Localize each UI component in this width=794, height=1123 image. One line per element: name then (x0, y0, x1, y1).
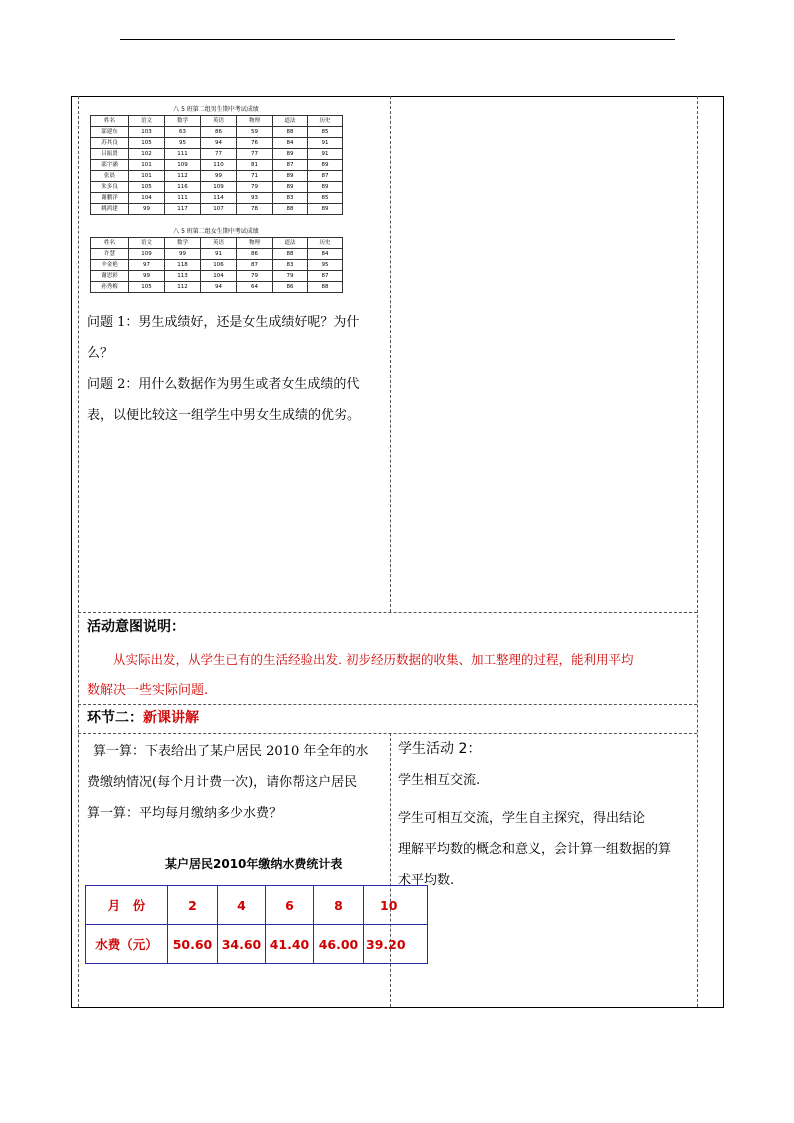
fee-cell: 34.60 (218, 925, 266, 964)
fee-cell: 46.00 (314, 925, 364, 964)
table-cell: 111 (165, 149, 201, 160)
fee-cell: 50.60 (168, 925, 218, 964)
table-cell: 85 (308, 127, 343, 138)
calc-line-1: 算一算：下表给出了某户居民 2010 年全年的水 (93, 744, 369, 759)
table-cell: 邵宇涵 (91, 160, 129, 171)
table-cell: 95 (165, 138, 201, 149)
table-cell: 105 (129, 182, 165, 193)
table-cell: 张晨 (91, 171, 129, 182)
question-2-line-2: 表，以便比较这一组学生中男女生成绩的优劣。 (87, 408, 361, 423)
fee-cell: 41.40 (266, 925, 314, 964)
table-cell: 吕振贤 (91, 149, 129, 160)
water-table-title: 某户居民2010年缴纳水费统计表 (165, 857, 343, 871)
table-cell: 109 (165, 160, 201, 171)
table-cell: 79 (273, 271, 308, 282)
header-cell: 历史 (308, 238, 343, 249)
table-header-row (91, 116, 343, 127)
table-cell: 102 (129, 149, 165, 160)
table-cell: 112 (165, 282, 201, 293)
table-cell: 99 (201, 171, 237, 182)
question-1-line-2: 么？ (87, 346, 114, 361)
water-fee-table (85, 885, 428, 964)
table-cell: 84 (273, 138, 308, 149)
header-cell: 语文 (129, 238, 165, 249)
table-cell: 109 (129, 249, 165, 260)
header-cell: 姓名 (91, 238, 129, 249)
table-cell: 106 (201, 260, 237, 271)
header-cell: 历史 (308, 116, 343, 127)
table-cell: 91 (201, 249, 237, 260)
table-cell: 83 (273, 193, 308, 204)
table-cell: 118 (165, 260, 201, 271)
table-cell: 113 (165, 271, 201, 282)
table-cell: 87 (308, 271, 343, 282)
table-cell: 109 (201, 182, 237, 193)
table-cell: 81 (237, 160, 273, 171)
row-divider-3 (78, 733, 697, 734)
table-cell: 79 (237, 271, 273, 282)
table-cell: 孙秀梅 (91, 282, 129, 293)
table-cell: 116 (165, 182, 201, 193)
calc-line-3: 算一算：平均每月缴纳多少水费？ (87, 806, 283, 821)
table-cell: 姚鸿建 (91, 204, 129, 215)
table-cell: 88 (308, 282, 343, 293)
table-row (91, 193, 343, 204)
table-cell: 76 (237, 138, 273, 149)
table-cell: 107 (201, 204, 237, 215)
student-activity-line-2: 学生可相互交流，学生自主探究，得出结论 (398, 811, 646, 826)
table-cell: 101 (129, 160, 165, 171)
table-cell: 63 (165, 127, 201, 138)
table-cell: 99 (129, 204, 165, 215)
table-row (91, 182, 343, 193)
table-cell: 许慧 (91, 249, 129, 260)
table-cell: 88 (273, 204, 308, 215)
table-cell: 谢思彩 (91, 271, 129, 282)
table-cell: 77 (237, 149, 273, 160)
table-row (86, 886, 428, 925)
table-row (91, 204, 343, 215)
column-divider-bottom (390, 733, 391, 1007)
table-cell: 89 (308, 204, 343, 215)
section-2-title: 新课讲解 (143, 710, 199, 726)
table-cell: 59 (237, 127, 273, 138)
table-cell: 77 (201, 149, 237, 160)
fee-cell: 39.20 (364, 925, 428, 964)
table-cell: 86 (273, 282, 308, 293)
table-row (91, 171, 343, 182)
row-divider-1 (78, 612, 697, 613)
table-cell: 86 (201, 127, 237, 138)
header-cell: 英语 (201, 238, 237, 249)
table-cell: 苏其良 (91, 138, 129, 149)
table-cell: 88 (273, 127, 308, 138)
frame-right (723, 96, 724, 1007)
table-cell: 86 (237, 249, 273, 260)
month-header-cell: 月 份 (86, 886, 168, 925)
table-cell: 112 (165, 171, 201, 182)
student-activity-text (398, 803, 694, 896)
table-cell: 89 (273, 182, 308, 193)
girls-score-table (90, 237, 343, 293)
header-cell: 物理 (237, 238, 273, 249)
header-cell: 道法 (273, 238, 308, 249)
table-cell: 110 (201, 160, 237, 171)
intent-line-2: 数解决一些实际问题. (87, 683, 209, 698)
table-cell: 104 (129, 193, 165, 204)
header-cell: 道法 (273, 116, 308, 127)
table-cell: 94 (201, 282, 237, 293)
month-cell: 4 (218, 886, 266, 925)
student-activity-text-1: 学生相互交流. (398, 773, 481, 788)
month-cell: 2 (168, 886, 218, 925)
header-cell: 英语 (201, 116, 237, 127)
table-row (91, 271, 343, 282)
calc-line-2: 费缴纳情况(每个月计费一次)，请你帮这户居民 (87, 775, 358, 790)
table-cell: 99 (129, 271, 165, 282)
intent-heading: 活动意图说明： (87, 619, 185, 635)
table-cell: 114 (201, 193, 237, 204)
month-cell: 6 (266, 886, 314, 925)
month-cell: 10 (364, 886, 428, 925)
table-cell: 83 (273, 260, 308, 271)
table-row (91, 249, 343, 260)
calc-task (87, 736, 387, 829)
table-cell: 91 (308, 138, 343, 149)
header-rule (120, 39, 675, 40)
table-cell: 93 (237, 193, 273, 204)
girls-table-title: 八 5 班第二组女生期中考试成绩 (173, 228, 259, 235)
table-cell: 101 (129, 171, 165, 182)
table-cell: 103 (129, 127, 165, 138)
table-row (91, 260, 343, 271)
table-cell: 87 (308, 171, 343, 182)
table-cell: 105 (129, 138, 165, 149)
header-cell: 姓名 (91, 116, 129, 127)
student-activity-line-4: 术平均数. (398, 873, 455, 888)
inner-right-border (697, 96, 698, 1007)
table-row (91, 160, 343, 171)
table-row (91, 138, 343, 149)
table-cell: 117 (165, 204, 201, 215)
section-2-heading (87, 707, 199, 727)
table-cell: 95 (308, 260, 343, 271)
table-cell: 谢鹏洋 (91, 193, 129, 204)
header-cell: 数学 (165, 238, 201, 249)
water-table-clip (85, 885, 406, 965)
boys-table-title: 八 5 班第二组男生期中考试成绩 (173, 106, 259, 113)
table-cell: 97 (129, 260, 165, 271)
table-cell: 84 (308, 249, 343, 260)
table-cell: 78 (237, 204, 273, 215)
table-cell: 94 (201, 138, 237, 149)
column-divider-top (390, 96, 391, 612)
table-cell: 91 (308, 149, 343, 160)
question-1-line-1: 问题 1：男生成绩好，还是女生成绩好呢？为什 (87, 315, 360, 330)
section-2-label: 环节二： (87, 710, 143, 726)
table-cell: 79 (237, 182, 273, 193)
table-cell: 89 (273, 149, 308, 160)
table-cell: 88 (273, 249, 308, 260)
table-cell: 89 (308, 182, 343, 193)
question-2 (87, 369, 387, 431)
question-2-line-1: 问题 2：用什么数据作为男生或者女生成绩的代 (87, 377, 360, 392)
frame-left (71, 96, 72, 1007)
table-cell: 89 (308, 160, 343, 171)
table-cell: 104 (201, 271, 237, 282)
table-cell: 89 (273, 171, 308, 182)
student-activity-heading: 学生活动 2： (398, 741, 482, 757)
table-header-row (91, 238, 343, 249)
month-cell: 8 (314, 886, 364, 925)
student-activity-line-3: 理解平均数的概念和意义，会计算一组数据的算 (398, 842, 672, 857)
table-cell: 85 (308, 193, 343, 204)
inner-left-border (78, 96, 79, 1007)
intent-text (87, 644, 693, 706)
table-cell: 朱多良 (91, 182, 129, 193)
frame-top (71, 96, 724, 97)
table-cell: 111 (165, 193, 201, 204)
question-1 (87, 307, 387, 369)
fee-header-cell: 水费（元） (86, 925, 168, 964)
table-cell: 64 (237, 282, 273, 293)
boys-score-table (90, 115, 343, 215)
frame-bottom (71, 1007, 724, 1008)
table-cell: 87 (273, 160, 308, 171)
table-cell: 71 (237, 171, 273, 182)
table-cell: 99 (165, 249, 201, 260)
table-cell: 87 (237, 260, 273, 271)
table-row (86, 925, 428, 964)
table-cell: 105 (129, 282, 165, 293)
intent-line-1: 从实际出发，从学生已有的生活经验出发. 初步经历数据的收集、加工整理的过程，能利用平均 (113, 652, 634, 667)
table-row (91, 149, 343, 160)
header-cell: 数学 (165, 116, 201, 127)
table-cell: 邬建东 (91, 127, 129, 138)
table-row (91, 282, 343, 293)
header-cell: 物理 (237, 116, 273, 127)
table-row (91, 127, 343, 138)
table-cell: 辛金艳 (91, 260, 129, 271)
header-cell: 语文 (129, 116, 165, 127)
